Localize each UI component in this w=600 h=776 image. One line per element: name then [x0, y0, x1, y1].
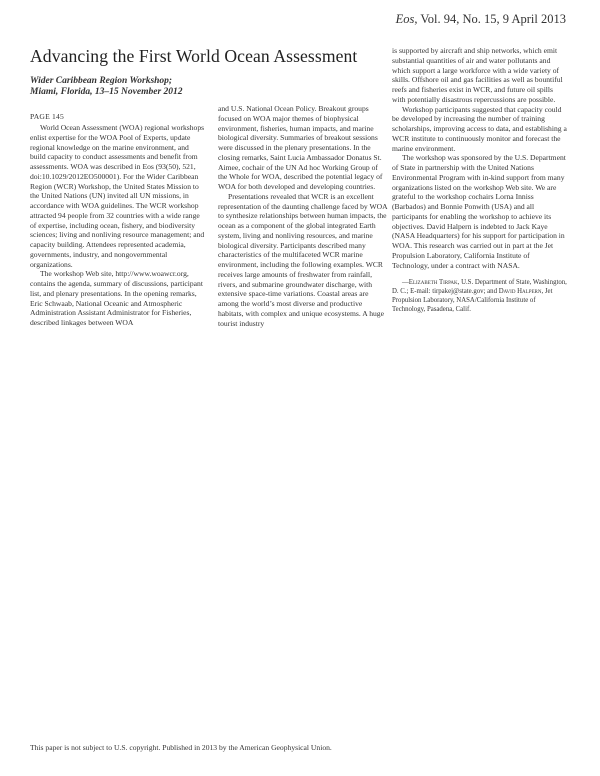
paragraph: and U.S. National Ocean Policy. Breakout groups focused on WOA major themes of biophysical environment, fisheries, human impacts, and marine biological diversity. Summaries of breakout sessions were discussed in the plenary presentations. In the closing remarks, Saint Lucia Ambassador Donatus St. Aimee, cochair of the UN Ad hoc Working Group of the Whole for WOA, described the potential legacy of WOA for both developed and developing countries.	[218, 104, 383, 191]
page-number: PAGE 145	[30, 112, 65, 121]
subtitle-line-1: Wider Caribbean Region Workshop;	[30, 76, 173, 86]
author-affiliation-2: , Jet Propulsion Laboratory, NASA/California Institute of Technology, Pasadena, Calif.	[392, 288, 553, 314]
paragraph: Presentations revealed that WCR is an excellent representation of the daunting challenge faced by WOA to synthesize relationships between human impacts, the ocean as a component of the global integrated Earth system, living and nonliving resources, and marine biological diversity. Participants described many characteristics of the multifaceted WCR marine environment, including the following examples. WCR receives large amounts of freshwater from rainfall, rivers, and submarine groundwater discharge, with extensive space-time variations. Coastal areas are among the world’s most diverse and productive habitats, with complex and unique ecosystems. A huge tourist industry	[218, 191, 388, 328]
paragraph: World Ocean Assessment (WOA) regional workshops enlist expertise for the WOA Pool of Experts, update regional knowledge on the marine environment, and build capacity to conduct assessments and benefit from assessments. WOA was described in Eos (93(50), 521, doi:10.1029/2012EO500001). For the Wider Caribbean Region (WCR) Workshop, the United States Mission to the United Nations (UN) invited all UN missions, in accordance with WOA guidelines. The WCR workshop attracted 94 people from 32 countries with a wide range of expertise, including ocean, fishery, and biodiversity sciences; living and nonliving resource management; and capacity building. Attendees represented academia, governments, industry, and nongovernmental organizations.	[30, 123, 205, 269]
paragraph: The workshop was sponsored by the U.S. Department of State in partnership with the United Nations Environmental Program with in-kind support from many organizations listed on the workshop Web site. We are grateful to the workshop cochairs Lorna Inniss (Barbados) and Bonnie Ponwith (USA) and all participants for enabling the workshop to achieve its objectives. David Halpern is indebted to Jack Kaye (NASA Headquarters) for his support for participation in WOA. This research was carried out in part at the Jet Propulsion Laboratory, California Institute of Technology, under a contract with NASA.	[392, 153, 566, 270]
paragraph: is supported by aircraft and ship networks, which emit substantial quantities of air and water pollutants and which support a large workforce with a wide variety of skills. Offshore oil and gas facilities as well as bountiful reefs and fisheries exist in WCR, and future oil spills with potentially disastrous repercussions are possible.	[392, 46, 563, 104]
text-column-2	[218, 104, 388, 328]
paragraph: Workshop participants suggested that capacity could be developed by increasing the number of training scholarships, improving access to data, and establishing a WCR institute to continuously monitor and forecast the marine environment.	[392, 104, 567, 153]
paragraph: The workshop Web site, http://www.woawcr.org, contains the agenda, summary of discussions, participant list, and plenary presentations. In the opening remarks, Eric Schwaab, National Oceanic and Atmospheric Administration Assistant Administrator for Fisheries, described linkages between WOA	[30, 269, 203, 327]
journal-name: Eos	[395, 12, 415, 26]
subtitle-line-2: Miami, Florida, 13–15 November 2012	[30, 87, 183, 97]
issue-info: , Vol. 94, No. 15, 9 April 2013	[414, 12, 566, 26]
text-column-1	[30, 123, 206, 328]
journal-header	[396, 12, 566, 27]
author-signature	[392, 278, 568, 314]
author-affiliation-1: , U.S. Department of State, Washington, D. C.; E-mail: tirpakej@state.gov; and	[392, 279, 567, 296]
article-title: Advancing the First World Ocean Assessment	[30, 46, 358, 66]
author-name-2: David Halpern	[498, 288, 542, 296]
copyright-footer: This paper is not subject to U.S. copyright. Published in 2013 by the American Geophysical Union.	[30, 743, 332, 752]
author-name-1: —Elizabeth Tirpak	[402, 279, 458, 287]
article-subtitle	[30, 76, 200, 98]
text-column-3	[392, 46, 568, 314]
